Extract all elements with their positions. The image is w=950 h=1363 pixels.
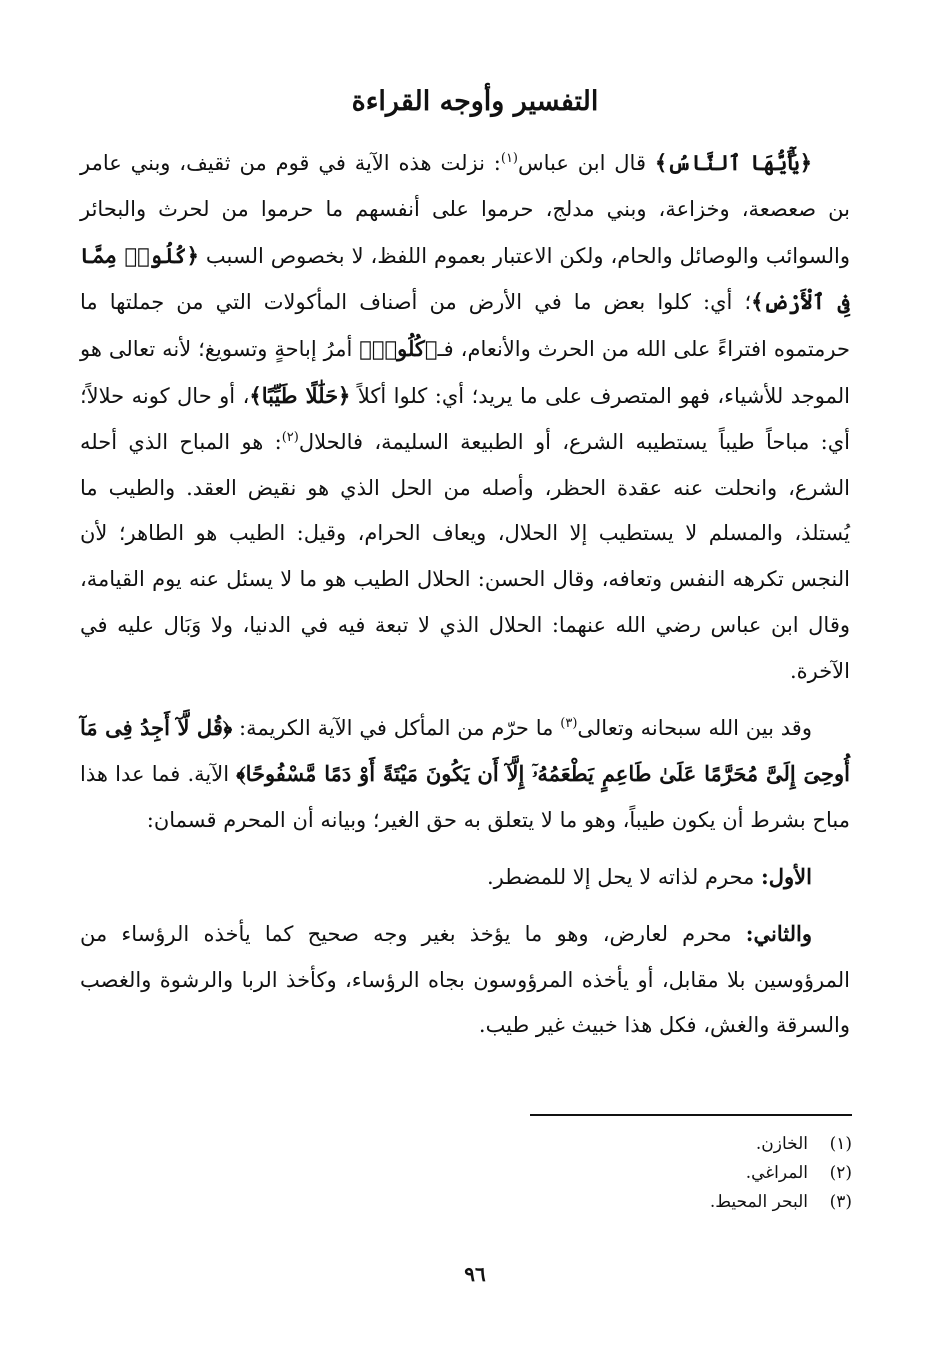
paragraph-1-text-4: أمرُ إباحةٍ وتسويغ؛ لأنه تعالى هو الموجد للأشياء، فهو المتصرف على ما يريد؛ أي: كلوا أكلاً: [80, 337, 850, 408]
footnote-item: [452, 1130, 852, 1159]
paragraph-3-label: الأول:: [761, 863, 812, 889]
footnote-number: (٣): [829, 1192, 852, 1212]
quran-verse-2: ﴿كُلُوا۟ مِمَّا فِى ٱلْأَرْضِ﴾: [80, 242, 850, 315]
paragraph-2-text-3: الآية. فما عدا هذا مباح بشرط أن يكون طيباً، وهو ما لا يتعلق به حق الغير؛ وبيانه أن المحرم قسمان:: [80, 762, 850, 833]
footnote-marker-1: (١): [500, 151, 518, 166]
quran-verse-4: ﴿حَلَٰلًا طَيِّبًا﴾: [249, 382, 351, 408]
paragraph-3: [80, 854, 850, 901]
page-title: التفسير وأوجه القراءة: [351, 86, 599, 117]
paragraph-1-text-6: : هو المباح الذي أحله الشرع، وانحلت عنه عقدة الحظر، وأصله من الحل الذي هو نقيض العقد. والطيب ما يُستلذ، والمسلم لا يستطيب إلا الحلال، ويعاف الحرام، وقيل: الطيب هو الطاهر؛ لأن النجس تكرهه النفس وتعافه، وقال الحسن: الحلال الطيب هو ما لا يسئل عنه يوم القيامة، وقال ابن عباس رضي الله عنهما: الحلال الذي لا تبعة فيه في الدنيا، ولا وَبَال عليه في الآخرة.: [80, 429, 850, 683]
footnote-item: [452, 1188, 852, 1217]
quran-verse-5: ﴿قُل لَّآ أَجِدُ فِى مَآ أُوحِىَ إِلَىَّ مُحَرَّمًا عَلَىٰ طَاعِمٍ يَطْعَمُهُۥٓ إِلَّآ أَن يَكُونَ مَيْتَةً أَوْ دَمًا مَّسْفُوحًا﴾: [80, 714, 850, 787]
paragraph-2-text-1: وقد بين الله سبحانه وتعالى: [577, 715, 812, 740]
footnote-marker-2: (٢): [281, 429, 299, 445]
footnotes: [452, 1130, 852, 1217]
quran-verse-1: ﴿يَٰٓأَيُّهَا ٱلنَّاسُ﴾: [654, 150, 812, 175]
paragraph-3-text: محرم لذاته لا يحل إلا للمضطر.: [486, 864, 762, 889]
footnote-number: (٢): [829, 1163, 852, 1183]
paragraph-2: [80, 705, 850, 844]
paragraph-4: [80, 911, 850, 1049]
paragraph-4-label: والثاني:: [745, 920, 812, 946]
paragraph-1: [80, 140, 850, 695]
paragraph-1-text-3: ؛ أي: كلوا بعض ما في الأرض من أصناف المأكولات التي من جملتها ما حرمتموه افتراءً على الله من الحرث والأنعام، فـ: [80, 290, 850, 362]
page-number: ٩٦: [464, 1262, 486, 1286]
paragraph-1-text-2: : نزلت هذه الآية في قوم من ثقيف، وبني عامر بن صعصعة، وخزاعة، وبني مدلج، حرموا على أنفسهم ما حرموا من لحرث والبحائر والسوائب والوصائل والحام، ولكن الاعتبار بعموم اللفظ، لا بخصوص السبب: [80, 151, 850, 268]
body-text: [80, 140, 850, 1049]
footnote-number: (١): [829, 1134, 852, 1154]
footnote-text: البحر المحيط.: [709, 1192, 808, 1212]
footnote-text: الخازن.: [755, 1134, 808, 1154]
footnote-item: [452, 1159, 852, 1188]
paragraph-4-text: محرم لعارض، وهو ما يؤخذ بغير وجه صحيح كما يأخذه الرؤساء من المرؤوسين بلا مقابل، أو يأخذه المرؤوسون بجاه الرؤساء، وكأخذ الربا والرشوة والغصب والسرقة والغش، فكل هذا خبيث غير طيب.: [80, 921, 850, 1038]
paragraph-2-text-2: ما حرّم من المأكل في الآية الكريمة:: [232, 715, 561, 740]
footnote-text: المراغي.: [745, 1163, 808, 1183]
paragraph-1-text-1: قال ابن عباس: [518, 151, 655, 175]
paragraph-1-text-5: ، أو حال كونه حلالاً؛ أي: مباحاً طيباً يستطيبه الشرع، أو الطبيعة السليمة، فالحلال: [80, 383, 850, 454]
quran-verse-3: ﴿كُلُوا۟﴾: [359, 336, 438, 362]
footnote-divider: [530, 1114, 852, 1116]
footnote-marker-3: (٣): [560, 715, 578, 731]
